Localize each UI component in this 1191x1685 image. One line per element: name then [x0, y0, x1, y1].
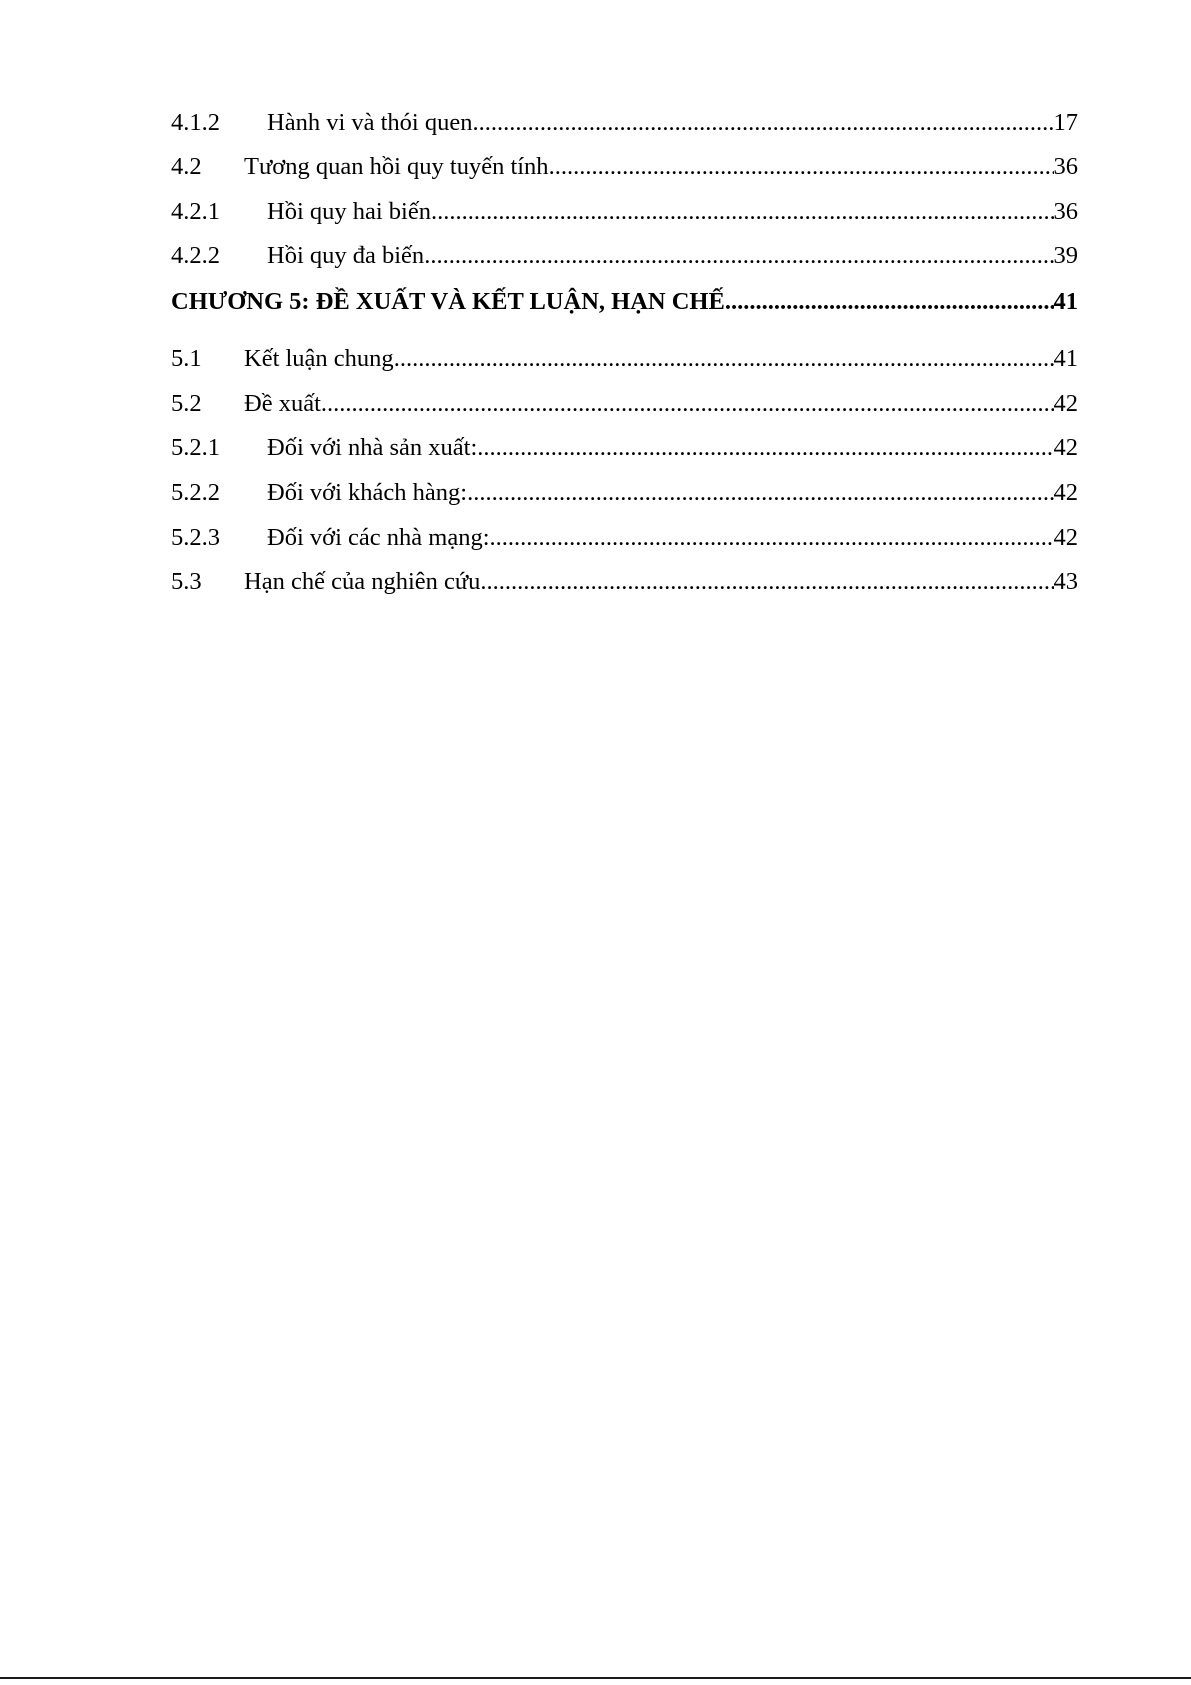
toc-entry-title: Hồi quy hai biến	[267, 198, 431, 225]
toc-entry-page: 42	[1053, 434, 1078, 461]
toc-entry-title: Đối với khách hàng:	[267, 479, 468, 506]
toc-entry-page: 36	[1053, 153, 1078, 180]
toc-entry-title: Tương quan hồi quy tuyến tính	[244, 153, 549, 180]
toc-entry-page: 42	[1053, 479, 1078, 506]
toc-entry-title: Hành vi và thói quen	[267, 109, 473, 136]
dot-leader	[394, 344, 1054, 374]
toc-entry-number: 5.2.1	[171, 434, 220, 461]
toc-entry-4-2[interactable]	[171, 152, 1078, 182]
toc-entry-page: 41	[1053, 345, 1078, 372]
toc-entry-title: Đối với các nhà mạng:	[267, 524, 490, 551]
toc-entry-number: 5.1	[171, 345, 202, 372]
toc-entry-4-1-2[interactable]	[171, 108, 1078, 138]
toc-entry-page: 42	[1053, 524, 1078, 551]
toc-chapter-5[interactable]	[171, 287, 1078, 317]
toc-entry-5-1[interactable]	[171, 344, 1078, 374]
toc-entry-number: 4.2	[171, 153, 202, 180]
dot-leader	[431, 197, 1054, 227]
toc-entry-page: 17	[1053, 109, 1078, 136]
dot-leader	[725, 287, 1054, 317]
toc-entry-4-2-1[interactable]	[171, 197, 1078, 227]
toc-entry-number: 5.2.2	[171, 479, 220, 506]
toc-entry-page: 36	[1053, 198, 1078, 225]
toc-entry-5-2[interactable]	[171, 389, 1078, 419]
dot-leader	[549, 152, 1054, 182]
toc-chapter-title: CHƯƠNG 5: ĐỀ XUẤT VÀ KẾT LUẬN, HẠN CHẾ	[171, 288, 725, 315]
toc-entry-5-2-2[interactable]	[171, 478, 1078, 508]
toc-entry-number: 5.2.3	[171, 524, 220, 551]
toc-entry-title: Hồi quy đa biến	[267, 242, 425, 269]
toc-entry-number: 5.2	[171, 390, 202, 417]
toc-entry-5-2-3[interactable]	[171, 523, 1078, 553]
toc-entry-5-3[interactable]	[171, 567, 1078, 597]
dot-leader	[321, 389, 1054, 419]
toc-entry-title: Đề xuất	[244, 390, 321, 417]
toc-entry-number: 4.2.1	[171, 198, 220, 225]
toc-chapter-page: 41	[1053, 288, 1078, 315]
toc-entry-number: 4.2.2	[171, 242, 220, 269]
toc-entry-page: 42	[1053, 390, 1078, 417]
dot-leader	[424, 241, 1053, 271]
dot-leader	[467, 478, 1053, 508]
toc-entry-title: Đối với nhà sản xuất:	[267, 434, 478, 461]
toc-entry-page: 43	[1053, 568, 1078, 595]
toc-entry-5-2-1[interactable]	[171, 433, 1078, 463]
table-of-contents	[171, 108, 1078, 597]
page-bottom-divider	[0, 1677, 1191, 1679]
dot-leader	[490, 523, 1054, 553]
dot-leader	[473, 108, 1054, 138]
toc-entry-page: 39	[1053, 242, 1078, 269]
dot-leader	[480, 567, 1053, 597]
toc-entry-number: 5.3	[171, 568, 202, 595]
toc-entry-number: 4.1.2	[171, 109, 220, 136]
toc-entry-title: Kết luận chung	[244, 345, 394, 372]
dot-leader	[477, 433, 1053, 463]
toc-entry-title: Hạn chế của nghiên cứu	[244, 568, 481, 595]
toc-entry-4-2-2[interactable]	[171, 241, 1078, 271]
